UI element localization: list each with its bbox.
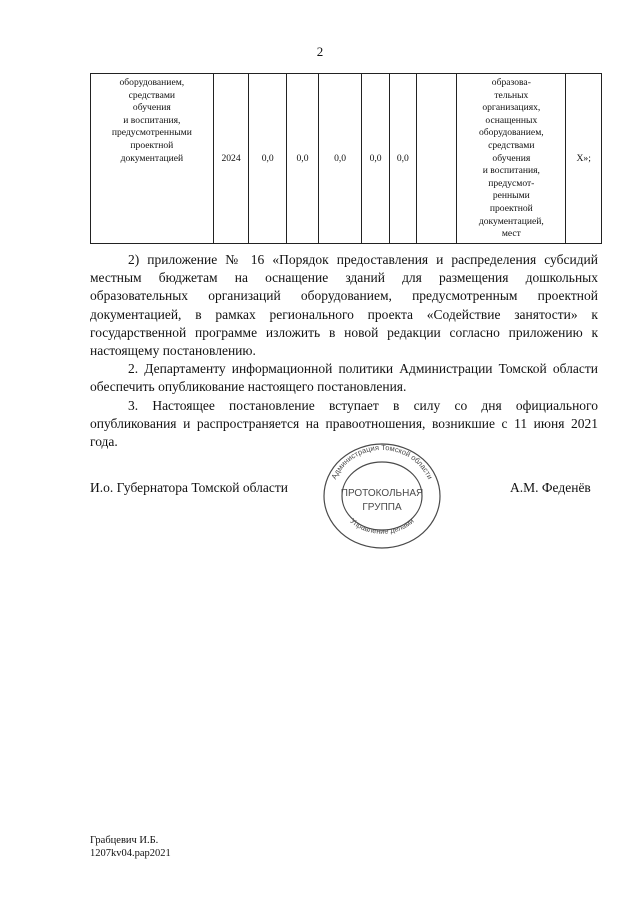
stamp-line-1: ПРОТОКОЛЬНАЯ <box>340 488 424 499</box>
stamp-outer-bottom-text: Управление делами <box>348 516 416 536</box>
paragraph-publication: 2. Департаменту информационной политики Администрации Томской области обеспечить опубликование настоящего постановления. <box>90 361 598 395</box>
footer-author: Грабцевич И.Б. <box>90 835 159 846</box>
official-stamp <box>318 438 446 550</box>
signatory-name: А.М. Феденёв <box>510 480 591 495</box>
footer <box>90 834 171 860</box>
value-cell: 0,0 <box>362 74 390 244</box>
table-row <box>91 74 602 244</box>
result-indicator-cell: образова- тельных организациях, оснащенных оборудованием, средствами обучения и воспитания, предусмот- ренными проектной документацией, мест <box>457 74 566 244</box>
last-cell: Х»; <box>566 74 602 244</box>
footer-file: 1207kv04.pap2021 <box>90 848 171 859</box>
stamp-outer-top-text: Администрация Томской области <box>329 442 435 481</box>
signatory-position: И.о. Губернатора Томской области <box>90 480 288 495</box>
value-cell: 0,0 <box>286 74 318 244</box>
page-number: 2 <box>316 44 324 59</box>
value-cell: 0,0 <box>319 74 362 244</box>
continuation-table <box>90 73 602 244</box>
year-cell: 2024 <box>213 74 249 244</box>
paragraph-appendix: 2) приложение № 16 «Порядок предоставления и распределения субсидий местным бюджетам на оснащение зданий для размещения дошкольных образовательных организаций оборудованием, предусмотренным проектной документацией, в рамках регионального проекта «Содействие занятости» к государственной программе изложить в новой редакции согласно приложению к настоящему постановлению. <box>90 252 598 359</box>
body-text <box>90 251 598 451</box>
stamp-line-2: ГРУППА <box>362 502 402 513</box>
paragraph-effective-date: 3. Настоящее постановление вступает в силу со дня официального опубликования и распространяется на правоотношения, возникшие с 11 июня 2021 года. <box>90 397 598 450</box>
empty-cell <box>416 74 457 244</box>
indicator-name-cell: оборудованием, средствами обучения и воспитания, предусмотренными проектной документацией <box>91 74 214 244</box>
value-cell: 0,0 <box>390 74 417 244</box>
value-cell: 0,0 <box>249 74 287 244</box>
